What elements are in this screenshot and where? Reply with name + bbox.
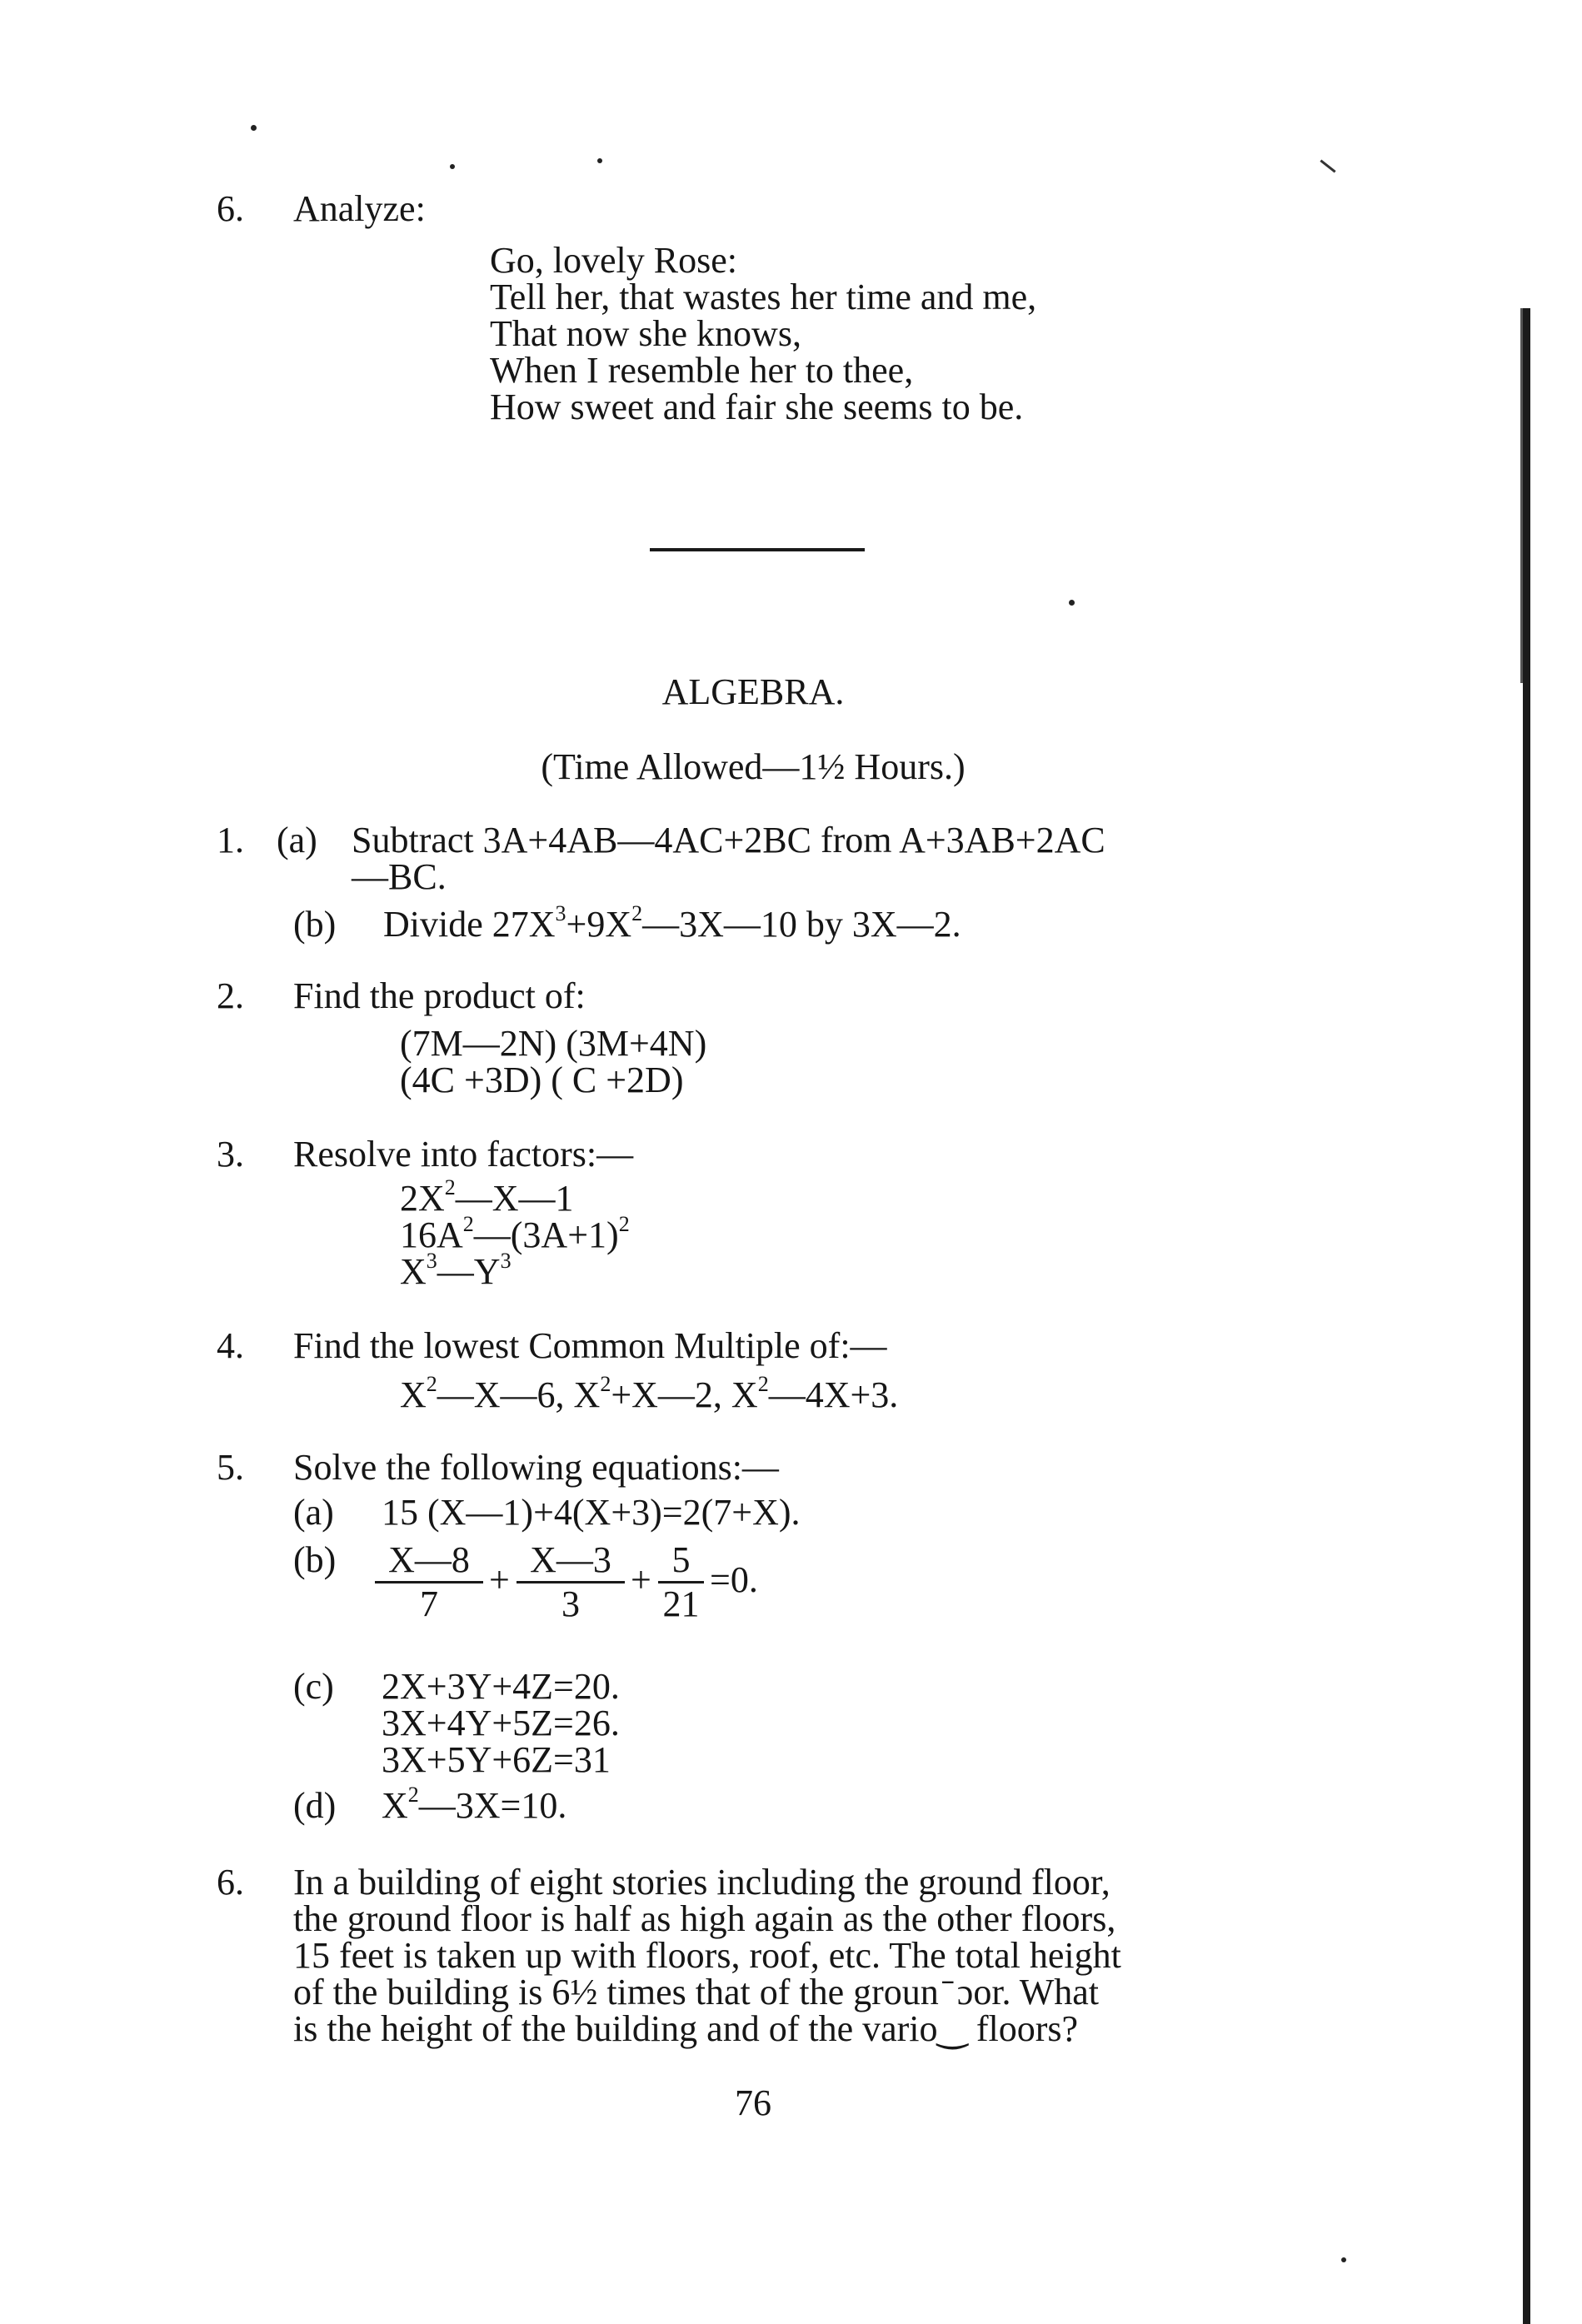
expression-line: $2X^2—X—1$	[400, 1175, 574, 1219]
q3-text: Resolve into factors:—	[293, 1134, 634, 1174]
scan-speck	[1069, 600, 1075, 606]
expression-line: $X^3—Y^3$	[400, 1249, 512, 1292]
fraction-denominator: 7	[420, 1583, 438, 1624]
section-title: ALGEBRA.	[661, 671, 845, 712]
binding-edge	[1523, 308, 1530, 2324]
sub-label: (a)	[293, 1492, 334, 1533]
question-number: 3.	[217, 1134, 244, 1174]
question-number: 5.	[217, 1447, 244, 1488]
time-allowed: (Time Allowed—1½ Hours.)	[541, 746, 966, 787]
poem-line: When I resemble her to thee,	[490, 350, 914, 391]
problem-line: In a building of eight stories including the ground floor,	[293, 1862, 1110, 1903]
fraction-denominator: 3	[561, 1583, 580, 1624]
scan-speck	[597, 158, 602, 163]
fraction	[658, 1541, 704, 1623]
question-number: 2.	[217, 975, 244, 1016]
sub-label: (c)	[293, 1666, 334, 1707]
sub-label: (d)	[293, 1785, 337, 1826]
equation: 3X+5Y+6Z=31	[382, 1739, 611, 1780]
scan-tick-mark	[1320, 160, 1335, 173]
q1a-continuation: —BC.	[352, 856, 447, 897]
question-number: 4.	[217, 1325, 244, 1366]
fraction	[375, 1541, 483, 1623]
q5-text: Solve the following equations:—	[293, 1447, 779, 1488]
problem-line: 15 feet is taken up with floors, roof, etc. The total height	[293, 1935, 1121, 1976]
q1a-text: Subtract 3A+4AB—4AC+2BC from A+3AB+2AC	[352, 820, 1105, 860]
q1b-text: Divide $27X^3+9X^2—3X—10$ by 3X—2.	[383, 901, 961, 945]
fraction	[517, 1541, 625, 1623]
equation-result: =0.	[710, 1559, 758, 1600]
analyze-label: Analyze:	[293, 188, 426, 229]
operator: +	[489, 1559, 510, 1600]
fraction-numerator: 5	[671, 1539, 691, 1580]
scan-speck	[251, 125, 257, 131]
question-number: 6.	[217, 188, 244, 229]
q4-text: Find the lowest Common Multiple of:—	[293, 1325, 887, 1366]
poem-line: How sweet and fair she seems to be.	[490, 387, 1024, 427]
poem-line: That now she knows,	[490, 313, 801, 354]
page-number: 76	[735, 2082, 771, 2123]
equation: 15 (X—1)+4(X+3)=2(7+X).	[382, 1492, 801, 1533]
scan-speck	[1341, 2257, 1346, 2262]
poem-line: Tell her, that wastes her time and me,	[490, 277, 1037, 317]
operator: +	[631, 1559, 651, 1600]
sub-label: (b)	[293, 1539, 337, 1580]
problem-line: the ground floor is half as high again as the other floors,	[293, 1898, 1116, 1939]
question-number: 1.	[217, 820, 244, 860]
expression-line: $X^2—X—6$, $X^2+X—2$, $X^2—4X+3$.	[400, 1372, 899, 1415]
equation: $X^2—3X=10$.	[382, 1783, 567, 1826]
fraction-denominator: 21	[662, 1583, 700, 1624]
expression-line: $16A^2—(3A+1)^2$	[400, 1212, 630, 1255]
expression-line: (7M—2N) (3M+4N)	[400, 1023, 707, 1064]
sub-label: (a)	[277, 820, 317, 860]
binding-edge-thin	[1520, 308, 1523, 683]
section-divider	[650, 548, 865, 551]
scan-speck	[450, 164, 455, 169]
q2-text: Find the product of:	[293, 975, 586, 1016]
equation: 2X+3Y+4Z=20.	[382, 1666, 620, 1707]
equation: 3X+4Y+5Z=26.	[382, 1703, 620, 1743]
question-number: 6.	[217, 1862, 244, 1903]
fraction-numerator: X—3	[530, 1539, 611, 1580]
sub-label: (b)	[293, 904, 337, 945]
expression-line: (4C +3D) ( C +2D)	[400, 1060, 684, 1100]
problem-line: of the building is 6½ times that of the groun ̄ ɔor. What	[293, 1972, 1100, 2012]
problem-line: is the height of the building and of the vario‿ floors?	[293, 2008, 1079, 2049]
fraction-numerator: X—8	[388, 1539, 470, 1580]
poem-line: Go, lovely Rose:	[490, 240, 737, 281]
